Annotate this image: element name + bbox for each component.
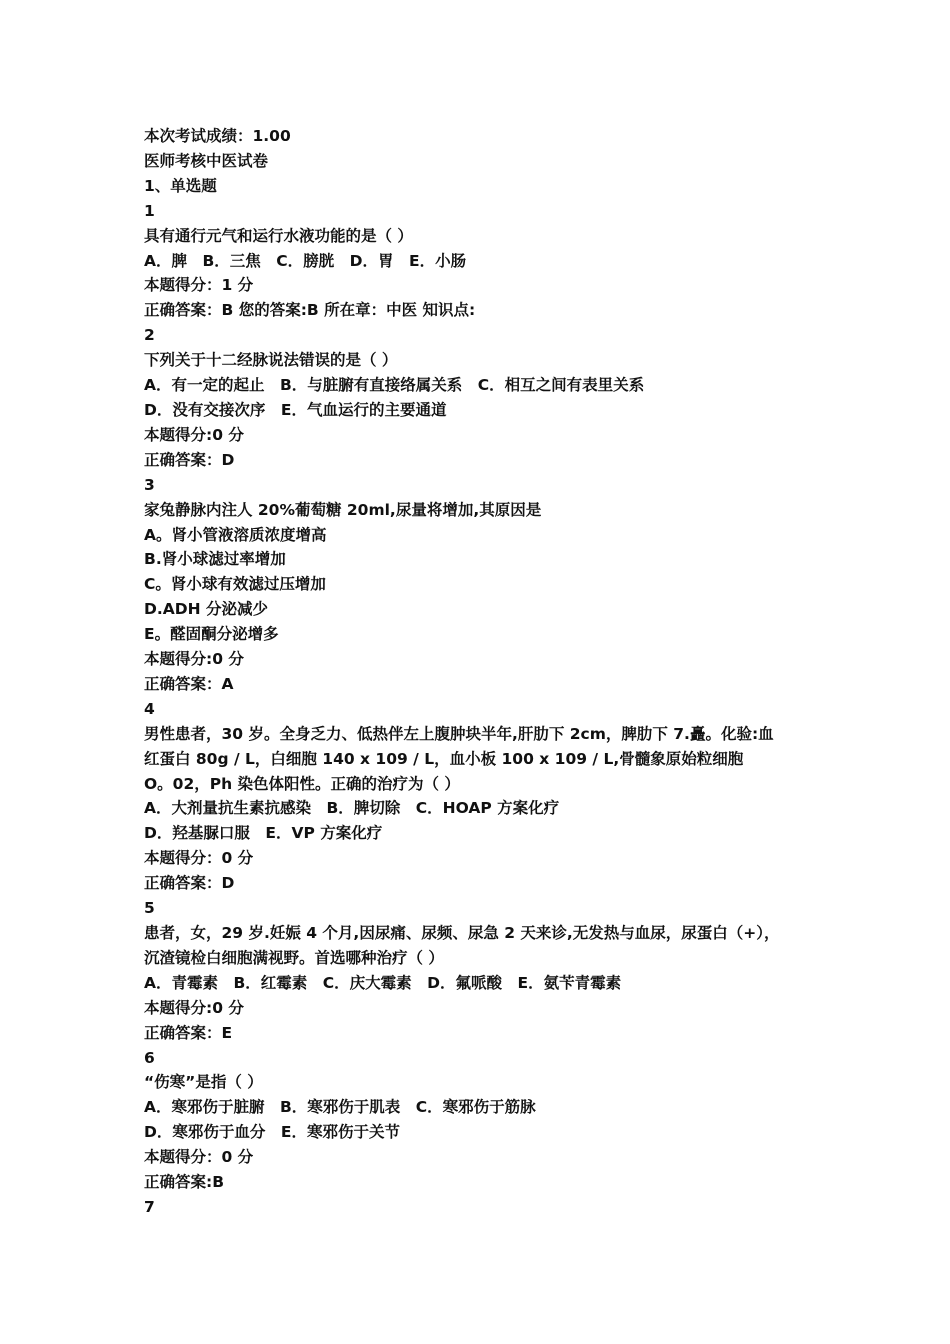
question-stem: 沉渣镜检白细胞满视野。首选哪种治疗（ ） [144, 948, 444, 967]
question-options: C。肾小球有效滤过压增加 [144, 575, 326, 594]
question-stem: 患者，女，29 岁.妊娠 4 个月,因尿痛、尿频、尿急 2 天来诊,无发热与血尿，尿蛋白（+）， [144, 924, 780, 942]
question-block [144, 473, 824, 697]
question-number: 2 [144, 326, 155, 345]
question-stem: 男性患者，30 岁。全身乏力、低热伴左上腹肿块半年,肝肋下 2cm，脾肋下 7.矗。化验:血 [144, 724, 774, 743]
question-options: A．大剂量抗生素抗感染 B．脾切除 C．HOAP 方案化疗 [144, 799, 560, 818]
question-stem: 红蛋白 80g / L，白细胞 140 x 109 / L，血小板 100 x 109 / L,骨髓象原始粒细胞 [144, 749, 744, 768]
question-options: D．羟基脲口服 E．VP 方案化疗 [144, 824, 383, 843]
question-options: A．有一定的起止 B．与脏腑有直接络属关系 C．相互之间有表里关系 [144, 376, 645, 395]
section-title: 1、单选题 [144, 176, 217, 195]
question-score: 本题得分:0 分 [144, 650, 244, 669]
question-answer: 正确答案：E [144, 1023, 233, 1042]
question-answer: 正确答案：A [144, 674, 234, 693]
question-answer: 正确答案:B [144, 1173, 225, 1192]
question-block [144, 896, 824, 1045]
question-options: D．寒邪伤于血分 E．寒邪伤于关节 [144, 1123, 400, 1142]
question-block [144, 697, 824, 896]
question-score: 本题得分:0 分 [144, 425, 244, 444]
question-options: B.肾小球滤过率增加 [144, 550, 286, 569]
question-score: 本题得分：0 分 [144, 1148, 254, 1167]
question-stem: O。02，Ph 染色体阳性。正确的治疗为（ ） [144, 774, 460, 793]
question-options: D．没有交接次序 E．气血运行的主要通道 [144, 400, 447, 419]
question-stem: 具有通行元气和运行水液功能的是（ ） [144, 226, 413, 245]
question-score: 本题得分：1 分 [144, 276, 254, 295]
question-answer: 正确答案：D [144, 874, 235, 893]
question-options: A．脾 B．三焦 C．膀胱 D．胃 E．小肠 [144, 251, 467, 270]
question-block [144, 1046, 824, 1195]
question-block [144, 1195, 824, 1220]
question-number: 7 [144, 1197, 155, 1216]
question-options: E。醛固酮分泌增多 [144, 625, 279, 644]
question-answer: 正确答案：D [144, 450, 235, 469]
question-block [144, 199, 824, 324]
exam-title: 医师考核中医试卷 [144, 151, 269, 170]
question-options: D.ADH 分泌减少 [144, 600, 268, 619]
question-number: 4 [144, 699, 155, 718]
question-number: 1 [144, 201, 155, 220]
question-options: A．青霉素 B．红霉素 C．庆大霉素 D．氟哌酸 E．氨苄青霉素 [144, 973, 622, 992]
question-stem: 家兔静脉内注人 20%葡萄糖 20ml,尿量将增加,其原因是 [144, 500, 542, 519]
question-number: 5 [144, 899, 155, 918]
question-options: A．寒邪伤于脏腑 B．寒邪伤于肌表 C．寒邪伤于筋脉 [144, 1098, 536, 1117]
question-answer: 正确答案：B 您的答案:B 所在章：中医 知识点: [144, 301, 476, 320]
question-score: 本题得分：0 分 [144, 849, 254, 868]
question-stem: “伤寒”是指（ ） [144, 1073, 263, 1092]
exam-document [144, 124, 824, 1220]
exam-score: 本次考试成绩：1.00 [144, 127, 291, 145]
question-stem: 下列关于十二经脉说法错误的是（ ） [144, 351, 398, 370]
question-score: 本题得分:0 分 [144, 998, 244, 1017]
question-number: 6 [144, 1048, 155, 1067]
question-number: 3 [144, 475, 155, 494]
question-options: A。肾小管液溶质浓度增高 [144, 525, 327, 544]
question-block [144, 323, 824, 472]
